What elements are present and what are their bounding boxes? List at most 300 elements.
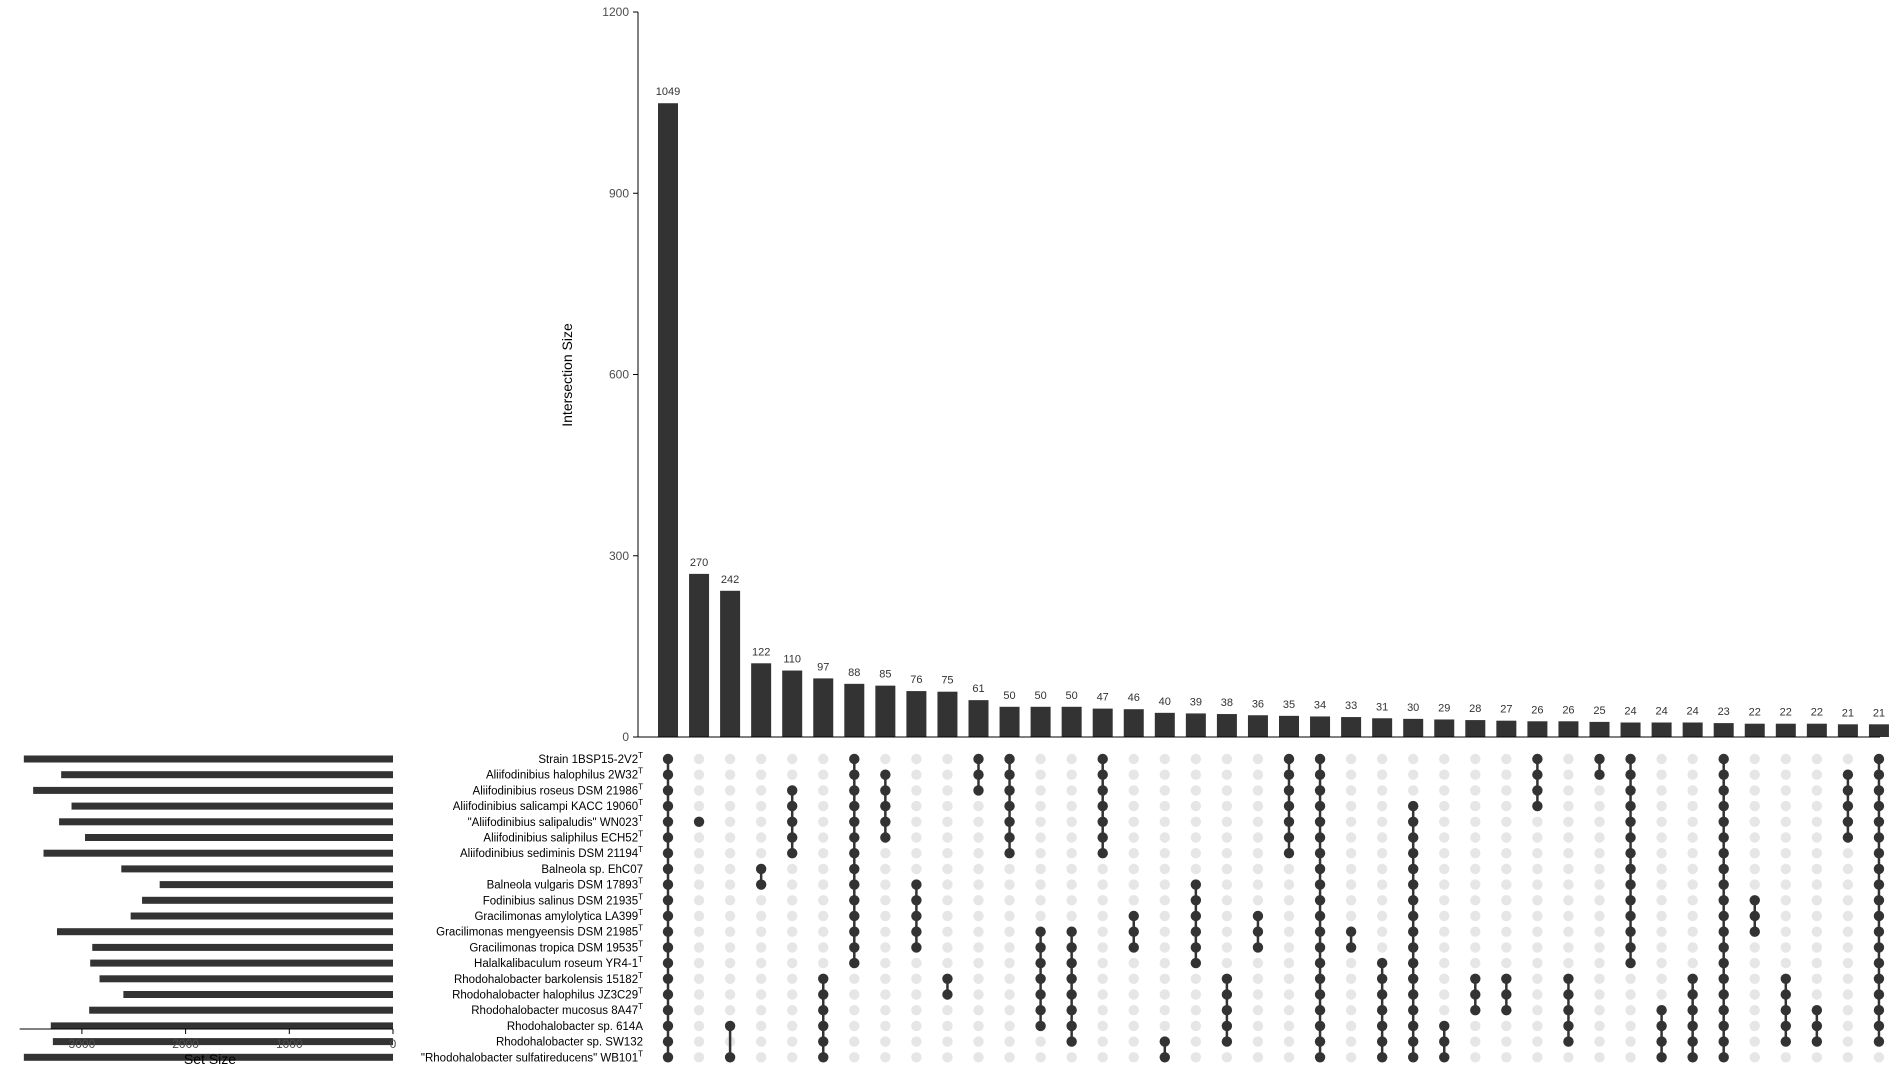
- matrix-dot-inactive: [1191, 1036, 1201, 1046]
- matrix-dot-inactive: [725, 974, 735, 984]
- matrix-dot-inactive: [1129, 801, 1139, 811]
- intersection-bar: [782, 671, 802, 737]
- intersection-value-label: 24: [1624, 705, 1637, 718]
- matrix-dot-active: [1750, 911, 1760, 921]
- matrix-dot-active: [911, 927, 921, 937]
- matrix-dot-inactive: [1066, 801, 1076, 811]
- intersection-value-label: 110: [783, 653, 801, 666]
- matrix-dot-active: [1750, 927, 1760, 937]
- matrix-dot-inactive: [725, 958, 735, 968]
- matrix-dot-inactive: [1160, 989, 1170, 999]
- set-size-bar: [85, 834, 393, 841]
- matrix-dot-inactive: [1470, 801, 1480, 811]
- matrix-dot-inactive: [1160, 817, 1170, 827]
- matrix-dot-inactive: [1098, 864, 1108, 874]
- set-label: [473, 782, 644, 797]
- matrix-dot-inactive: [1563, 801, 1573, 811]
- matrix-dot-inactive: [973, 1052, 983, 1062]
- matrix-dot-inactive: [1253, 974, 1263, 984]
- matrix-dot-inactive: [1129, 848, 1139, 858]
- set-labels: [421, 751, 643, 1064]
- matrix-dot-inactive: [1439, 832, 1449, 842]
- matrix-dot-inactive: [1066, 864, 1076, 874]
- matrix-dot-inactive: [1501, 895, 1511, 905]
- y-tick-label: 600: [608, 367, 629, 382]
- matrix-dot-inactive: [1812, 785, 1822, 795]
- matrix-dot-active: [1532, 754, 1542, 764]
- matrix-dot-inactive: [1812, 989, 1822, 999]
- matrix-dot-active: [849, 927, 859, 937]
- intersection-bar: [1838, 724, 1858, 737]
- matrix-dot-inactive: [1129, 895, 1139, 905]
- matrix-dot-inactive: [911, 1005, 921, 1015]
- matrix-dot-inactive: [1532, 895, 1542, 905]
- matrix-dot-inactive: [942, 817, 952, 827]
- matrix-dot-active: [663, 864, 673, 874]
- set-label: [460, 845, 643, 860]
- set-label: [471, 1002, 643, 1017]
- matrix-dot-active: [1625, 848, 1635, 858]
- matrix-dot-inactive: [942, 848, 952, 858]
- intersection-bar: [1093, 709, 1113, 737]
- matrix-dot-active: [1315, 864, 1325, 874]
- matrix-dot-active: [1719, 911, 1729, 921]
- matrix-dot-inactive: [1439, 958, 1449, 968]
- matrix-dot-active: [1408, 927, 1418, 937]
- intersection-bar: [1248, 715, 1268, 737]
- matrix-dot-active: [1377, 1052, 1387, 1062]
- set-label: [469, 939, 643, 954]
- matrix-dot-inactive: [942, 927, 952, 937]
- set-size-bars: [24, 756, 393, 1061]
- matrix-dot-active: [1004, 770, 1014, 780]
- matrix-dot-inactive: [1222, 927, 1232, 937]
- matrix-dot-inactive: [1253, 848, 1263, 858]
- matrix-dot-active: [663, 1005, 673, 1015]
- matrix-dot-inactive: [1439, 911, 1449, 921]
- matrix-dot-active: [663, 848, 673, 858]
- matrix-dot-inactive: [1253, 832, 1263, 842]
- matrix-dot-active: [1315, 801, 1325, 811]
- intersection-size-axis: [559, 5, 1880, 744]
- matrix-dot-inactive: [1594, 1005, 1604, 1015]
- matrix-dot-inactive: [1160, 754, 1170, 764]
- matrix-dot-inactive: [1687, 785, 1697, 795]
- intersection-value-label: 21: [1841, 707, 1855, 720]
- intersection-bar: [1683, 723, 1703, 738]
- matrix-dot-inactive: [942, 911, 952, 921]
- matrix-dot-active: [1812, 1021, 1822, 1031]
- set-label-name: Rhodohalobacter sp. 614A: [506, 1020, 643, 1033]
- matrix-dot-inactive: [1470, 927, 1480, 937]
- set-size-tick-label: 0: [389, 1037, 397, 1051]
- matrix-dot-inactive: [1346, 895, 1356, 905]
- matrix-dot-inactive: [1594, 879, 1604, 889]
- matrix-dot-inactive: [1563, 879, 1573, 889]
- matrix-dot-inactive: [1843, 864, 1853, 874]
- intersection-value-label: 26: [1562, 704, 1575, 717]
- matrix-dot-inactive: [787, 958, 797, 968]
- matrix-dot-inactive: [725, 832, 735, 842]
- matrix-dot-inactive: [818, 801, 828, 811]
- matrix-dot-active: [911, 942, 921, 952]
- matrix-dot-inactive: [1625, 974, 1635, 984]
- matrix-dot-inactive: [756, 770, 766, 780]
- matrix-dot-inactive: [1532, 879, 1542, 889]
- matrix-dot-inactive: [1035, 754, 1045, 764]
- matrix-dot-active: [911, 879, 921, 889]
- matrix-dot-active: [663, 754, 673, 764]
- matrix-dot-active: [1719, 1005, 1729, 1015]
- matrix-dot-inactive: [818, 817, 828, 827]
- matrix-dot-active: [1874, 754, 1884, 764]
- matrix-dot-active: [725, 1021, 735, 1031]
- matrix-dot-active: [1719, 1052, 1729, 1062]
- matrix-dot-active: [1377, 1021, 1387, 1031]
- matrix-dot-inactive: [756, 754, 766, 764]
- matrix-dot-inactive: [1781, 848, 1791, 858]
- matrix-dot-inactive: [1532, 927, 1542, 937]
- matrix-dot-inactive: [1253, 1036, 1263, 1046]
- intersection-bar: [1590, 722, 1610, 737]
- matrix-dot-active: [1687, 1005, 1697, 1015]
- matrix-dot-inactive: [1812, 927, 1822, 937]
- matrix-dot-active: [1719, 817, 1729, 827]
- matrix-dot-inactive: [1439, 989, 1449, 999]
- matrix-dot-inactive: [1656, 817, 1666, 827]
- matrix-dot-active: [1625, 832, 1635, 842]
- matrix-dot-inactive: [1843, 1036, 1853, 1046]
- matrix-dot-inactive: [911, 785, 921, 795]
- y-tick-label: 300: [608, 548, 629, 563]
- matrix-dot-inactive: [1098, 1036, 1108, 1046]
- matrix-dot-active: [880, 785, 890, 795]
- matrix-dot-inactive: [1812, 770, 1822, 780]
- matrix-dot-inactive: [1594, 832, 1604, 842]
- matrix-dot-inactive: [1004, 1036, 1014, 1046]
- matrix-dot-inactive: [1004, 942, 1014, 952]
- matrix-dot-inactive: [1439, 817, 1449, 827]
- matrix-dot-active: [1315, 1005, 1325, 1015]
- matrix-dot-active: [1439, 1021, 1449, 1031]
- matrix-dot-active: [663, 817, 673, 827]
- matrix-dot-inactive: [1129, 1005, 1139, 1015]
- matrix-dot-inactive: [787, 754, 797, 764]
- matrix-dot-inactive: [787, 1052, 797, 1062]
- set-label: [474, 955, 643, 970]
- matrix-dot-inactive: [942, 770, 952, 780]
- set-label-superscript: T: [638, 766, 643, 776]
- matrix-dot-active: [1408, 1021, 1418, 1031]
- matrix-dot-inactive: [1812, 958, 1822, 968]
- matrix-dot-inactive: [1408, 770, 1418, 780]
- set-size-bar: [51, 1022, 393, 1029]
- set-label-name: Halalkalibaculum roseum YR4-1: [474, 958, 639, 971]
- set-label-name: Gracilimonas mengyeensis DSM 21985: [436, 926, 639, 939]
- intersection-bar: [1186, 713, 1206, 737]
- matrix-dot-inactive: [1750, 848, 1760, 858]
- matrix-dot-active: [1284, 785, 1294, 795]
- intersection-value-label: 39: [1189, 696, 1202, 709]
- matrix-dot-inactive: [694, 801, 704, 811]
- matrix-dot-inactive: [1284, 879, 1294, 889]
- matrix-dot-inactive: [1781, 958, 1791, 968]
- matrix-dot-active: [663, 1021, 673, 1031]
- matrix-dot-active: [1874, 848, 1884, 858]
- matrix-dot-active: [1781, 1021, 1791, 1031]
- matrix-dot-active: [1129, 927, 1139, 937]
- matrix-dot-active: [663, 958, 673, 968]
- matrix-dot-inactive: [1160, 864, 1170, 874]
- matrix-dot-active: [818, 1005, 828, 1015]
- matrix-dot-active: [1874, 911, 1884, 921]
- matrix-dot-active: [1315, 817, 1325, 827]
- matrix-dot-inactive: [1781, 864, 1791, 874]
- matrix-dot-inactive: [1098, 958, 1108, 968]
- matrix-dot-inactive: [1004, 911, 1014, 921]
- matrix-dot-inactive: [1843, 1021, 1853, 1031]
- intersection-bar: [658, 103, 678, 737]
- matrix-dot-inactive: [694, 927, 704, 937]
- matrix-dot-active: [1098, 785, 1108, 795]
- matrix-dot-active: [849, 754, 859, 764]
- matrix-dot-inactive: [1191, 848, 1201, 858]
- y-tick-label: 0: [622, 730, 629, 744]
- matrix-dot-inactive: [1004, 989, 1014, 999]
- matrix-dot-inactive: [1129, 1036, 1139, 1046]
- matrix-dot-inactive: [1346, 817, 1356, 827]
- matrix-dot-inactive: [1501, 927, 1511, 937]
- matrix-dot-inactive: [1191, 801, 1201, 811]
- matrix-dot-active: [1004, 754, 1014, 764]
- matrix-dot-inactive: [880, 911, 890, 921]
- matrix-dot-inactive: [1656, 785, 1666, 795]
- matrix-dot-active: [911, 911, 921, 921]
- matrix-dot-inactive: [911, 801, 921, 811]
- matrix-dot-inactive: [1843, 879, 1853, 889]
- matrix-dot-active: [1719, 895, 1729, 905]
- matrix-dot-active: [1812, 1005, 1822, 1015]
- matrix-dot-active: [1066, 942, 1076, 952]
- set-label-name: Balneola vulgaris DSM 17893: [486, 879, 639, 892]
- matrix-dot-inactive: [1284, 1005, 1294, 1015]
- matrix-dot-inactive: [1501, 1036, 1511, 1046]
- set-label: [421, 1049, 643, 1064]
- matrix-dot-inactive: [1470, 754, 1480, 764]
- matrix-dot-inactive: [1532, 974, 1542, 984]
- matrix-dot-active: [1222, 1005, 1232, 1015]
- matrix-dot-active: [1563, 1005, 1573, 1015]
- matrix-dot-inactive: [942, 958, 952, 968]
- matrix-dot-inactive: [1160, 911, 1170, 921]
- matrix-dot-inactive: [1098, 1021, 1108, 1031]
- matrix-dot-inactive: [1750, 801, 1760, 811]
- matrix-dot-inactive: [1035, 879, 1045, 889]
- matrix-dot-inactive: [1222, 785, 1232, 795]
- matrix-dot-active: [1719, 958, 1729, 968]
- matrix-dot-inactive: [1035, 801, 1045, 811]
- matrix-dot-inactive: [725, 989, 735, 999]
- matrix-dot-active: [1408, 817, 1418, 827]
- intersection-bar: [844, 684, 864, 737]
- matrix-dot-inactive: [1439, 879, 1449, 889]
- intersection-bar: [1155, 713, 1175, 737]
- matrix-dot-inactive: [1098, 911, 1108, 921]
- matrix-dot-inactive: [1129, 974, 1139, 984]
- matrix-dot-inactive: [880, 848, 890, 858]
- matrix-dot-active: [1470, 1005, 1480, 1015]
- matrix-dot-active: [1284, 817, 1294, 827]
- matrix-dot-inactive: [942, 879, 952, 889]
- matrix-dot-inactive: [787, 895, 797, 905]
- matrix-dot-inactive: [1501, 879, 1511, 889]
- matrix-dot-inactive: [1594, 895, 1604, 905]
- matrix-dot-active: [1191, 942, 1201, 952]
- set-label-superscript: T: [638, 970, 643, 980]
- matrix-dot-inactive: [942, 942, 952, 952]
- set-label: [468, 814, 644, 829]
- matrix-dot-inactive: [1377, 770, 1387, 780]
- matrix-dot-active: [1625, 879, 1635, 889]
- matrix-dot-active: [1874, 958, 1884, 968]
- matrix-dot-active: [1284, 754, 1294, 764]
- matrix-dot-inactive: [1098, 989, 1108, 999]
- matrix-dot-inactive: [1129, 770, 1139, 780]
- matrix-dot-inactive: [1687, 801, 1697, 811]
- matrix-dot-active: [1719, 927, 1729, 937]
- intersection-bar: [937, 692, 957, 737]
- matrix-dot-active: [1408, 1036, 1418, 1046]
- matrix-dot-inactive: [1346, 911, 1356, 921]
- matrix-dot-active: [1377, 1005, 1387, 1015]
- matrix-dot-inactive: [1501, 801, 1511, 811]
- set-label-superscript: T: [638, 798, 643, 808]
- matrix-dot-active: [1563, 989, 1573, 999]
- matrix-dot-inactive: [1346, 832, 1356, 842]
- matrix-dot-active: [1004, 801, 1014, 811]
- matrix-dot-active: [849, 958, 859, 968]
- matrix-dot-active: [1066, 1036, 1076, 1046]
- matrix-dot-active: [1874, 895, 1884, 905]
- set-label-name: Rhodohalobacter barkolensis 15182: [453, 973, 639, 986]
- matrix-dot-active: [1874, 1036, 1884, 1046]
- matrix-dot-inactive: [880, 895, 890, 905]
- set-label-superscript: T: [638, 908, 643, 917]
- matrix-dot-inactive: [1346, 1052, 1356, 1062]
- matrix-dot-inactive: [756, 832, 766, 842]
- matrix-dot-inactive: [1035, 785, 1045, 795]
- matrix-dot-active: [1315, 958, 1325, 968]
- matrix-dot-inactive: [1066, 1052, 1076, 1062]
- matrix-dot-inactive: [1656, 832, 1666, 842]
- matrix-dot-active: [1377, 974, 1387, 984]
- matrix-dot-active: [1656, 1021, 1666, 1031]
- matrix-dot-inactive: [1656, 879, 1666, 889]
- matrix-dot-inactive: [818, 864, 828, 874]
- matrix-dot-inactive: [1594, 927, 1604, 937]
- set-label: [487, 877, 644, 892]
- matrix-dot-inactive: [973, 817, 983, 827]
- matrix-dot-inactive: [880, 974, 890, 984]
- matrix-dot-inactive: [787, 911, 797, 921]
- matrix-dot-inactive: [973, 989, 983, 999]
- matrix-dot-inactive: [1750, 958, 1760, 968]
- set-label-superscript: T: [638, 876, 643, 886]
- matrix-dot-active: [849, 942, 859, 952]
- matrix-dot-inactive: [1035, 832, 1045, 842]
- matrix-dot-inactive: [1812, 895, 1822, 905]
- matrix-dot-inactive: [694, 1036, 704, 1046]
- set-label-name: Rhodohalobacter mucosus 8A47: [471, 1005, 639, 1018]
- set-label-superscript: T: [638, 829, 643, 839]
- matrix-dot-active: [1874, 974, 1884, 984]
- matrix-dot-inactive: [1470, 770, 1480, 780]
- matrix-dot-inactive: [1750, 864, 1760, 874]
- matrix-dot-inactive: [1377, 817, 1387, 827]
- matrix-dot-inactive: [1439, 864, 1449, 874]
- matrix-dot-inactive: [1812, 832, 1822, 842]
- intersection-value-label: 36: [1251, 698, 1265, 711]
- set-label-superscript: T: [638, 986, 643, 996]
- intersection-value-label: 22: [1810, 706, 1823, 719]
- matrix-dot-inactive: [1160, 958, 1170, 968]
- matrix-dot-inactive: [1439, 895, 1449, 905]
- matrix-dot-inactive: [1408, 785, 1418, 795]
- matrix-dot-active: [818, 1021, 828, 1031]
- matrix-dot-inactive: [880, 958, 890, 968]
- intersection-value-label: 61: [972, 683, 985, 696]
- matrix-dot-inactive: [1687, 927, 1697, 937]
- set-size-bar: [131, 913, 393, 920]
- matrix-dot-inactive: [787, 989, 797, 999]
- matrix-dot-active: [663, 785, 673, 795]
- matrix-dot-inactive: [1781, 895, 1791, 905]
- intersection-bar: [1465, 720, 1485, 737]
- matrix-dot-active: [1408, 879, 1418, 889]
- matrix-dot-inactive: [1439, 785, 1449, 795]
- matrix-dot-inactive: [756, 927, 766, 937]
- set-label: [496, 1037, 643, 1049]
- matrix-dot-inactive: [1563, 754, 1573, 764]
- matrix-dot-active: [1470, 974, 1480, 984]
- matrix-dot-inactive: [1563, 958, 1573, 968]
- intersection-value-label: 31: [1376, 701, 1389, 714]
- matrix-dot-inactive: [911, 1036, 921, 1046]
- matrix-dot-inactive: [1284, 1052, 1294, 1062]
- set-label-name: Aliifodinibius halophilus 2W32: [485, 769, 639, 782]
- matrix-dot-inactive: [1501, 754, 1511, 764]
- set-size-tick-label: 3000: [68, 1037, 96, 1051]
- matrix-dot-inactive: [973, 974, 983, 984]
- intersection-value-label: 28: [1469, 703, 1482, 716]
- matrix-dot-inactive: [694, 989, 704, 999]
- set-label-superscript: T: [638, 939, 643, 949]
- matrix-dot-inactive: [1346, 879, 1356, 889]
- matrix-dot-inactive: [973, 1005, 983, 1015]
- matrix-dot-inactive: [818, 770, 828, 780]
- matrix-dot-active: [1284, 848, 1294, 858]
- matrix-dot-active: [1563, 974, 1573, 984]
- matrix-dot-inactive: [1160, 1021, 1170, 1031]
- matrix-dot-inactive: [1408, 754, 1418, 764]
- matrix-dot-inactive: [725, 864, 735, 874]
- matrix-dot-inactive: [1191, 989, 1201, 999]
- matrix-dot-inactive: [880, 1052, 890, 1062]
- matrix-dot-active: [1874, 864, 1884, 874]
- matrix-dot-inactive: [942, 864, 952, 874]
- matrix-dot-inactive: [1843, 927, 1853, 937]
- matrix-dot-inactive: [1843, 1052, 1853, 1062]
